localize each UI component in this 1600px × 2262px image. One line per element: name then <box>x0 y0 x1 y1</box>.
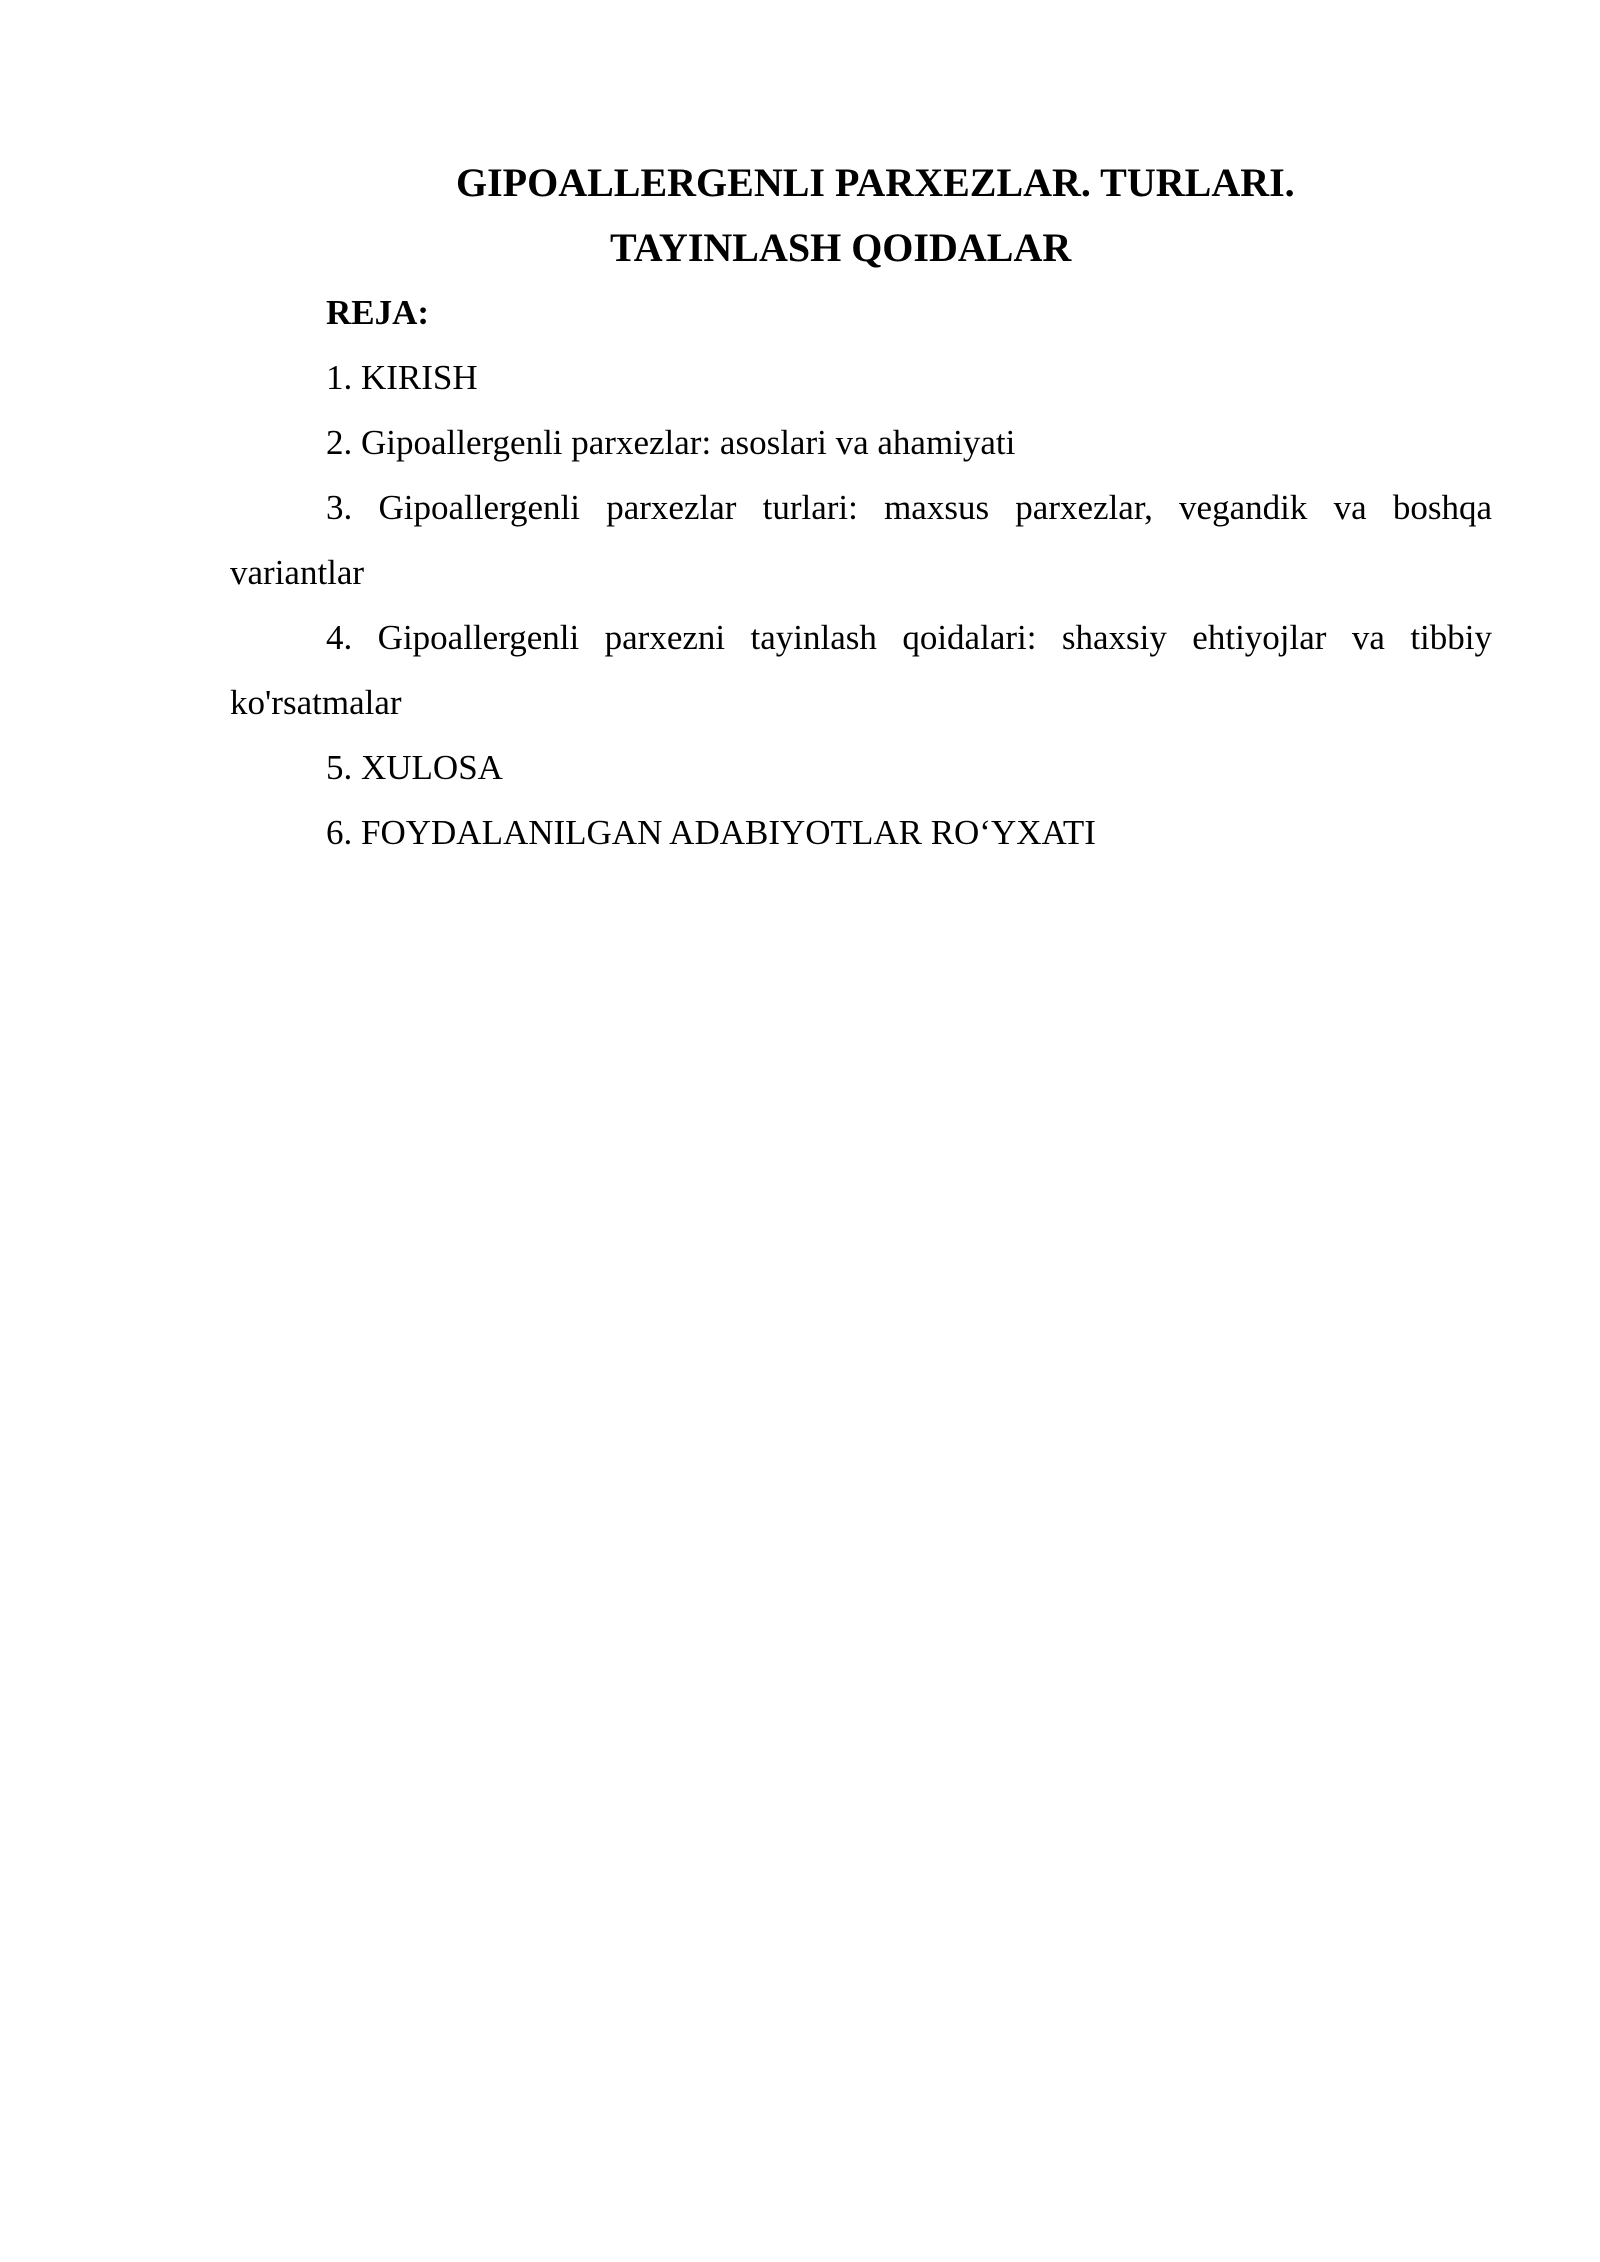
plan-heading: REJA: <box>326 293 430 332</box>
plan-item-6: 6. FOYDALANILGAN ADABIYOTLAR RO‘YXATI <box>326 813 1096 852</box>
plan-item-2: 2. Gipoallergenli parxezlar: asoslari va ahamiyati <box>326 423 1016 462</box>
plan-list <box>230 345 1492 865</box>
plan-item-4: 4. Gipoallergenli parxezni tayinlash qoidalari: shaxsiy ehtiyojlar va tibbiy ko'rsatmalar <box>230 618 1492 722</box>
document-content <box>230 150 1492 865</box>
plan-item-5: 5. XULOSA <box>326 748 503 787</box>
plan-item-1: 1. KIRISH <box>326 358 478 397</box>
title-line-2: TAYINLASH QOIDALAR <box>610 225 1072 270</box>
document-title <box>230 150 1492 280</box>
plan-item-3: 3. Gipoallergenli parxezlar turlari: maxsus parxezlar, vegandik va boshqa variantlar <box>230 488 1492 592</box>
title-line-1: GIPOALLERGENLI PARXEZLAR. TURLARI. <box>456 160 1295 205</box>
